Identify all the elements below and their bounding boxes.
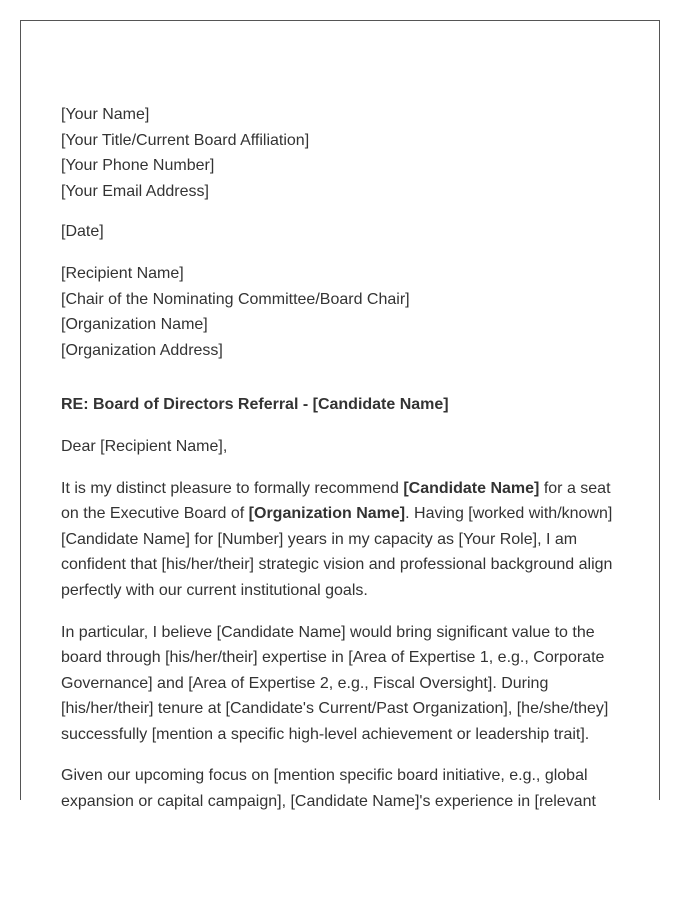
sender-email: [Your Email Address] (61, 182, 209, 200)
paragraph-3: Given our upcoming focus on [mention specific board initiative, e.g., global expansion or capital campaign], [Candidate Name]'s experience in [relevant (61, 767, 596, 811)
letter-date: [Date] (61, 223, 104, 241)
paragraph-1-text-a: It is my distinct pleasure to formally recommend (61, 479, 404, 497)
sender-title: [Your Title/Current Board Affiliation] (61, 131, 310, 149)
letter-content (61, 102, 621, 815)
sender-name: [Your Name] (61, 106, 150, 123)
paragraph-1 (61, 476, 621, 604)
recipient-name: [Recipient Name] (61, 264, 184, 282)
subject-line: RE: Board of Directors Referral - [Candidate Name] (61, 396, 449, 414)
recipient-address: [Organization Address] (61, 341, 223, 359)
recipient-role: [Chair of the Nominating Committee/Board Chair] (61, 290, 410, 308)
paragraph-2: In particular, I believe [Candidate Name] would bring significant value to the board through [his/her/their] expertise in [Area of Expertise 1, e.g., Corporate Governance] and [Area of Expertise 2, e.g., Fiscal Oversight]. During [his/her/their] tenure at [Candidate's Current/Past Organization], [he/she/they] successfully [mention a specific high-level achievement or leadership trait]. (61, 623, 609, 743)
candidate-name-bold: [Candidate Name] (403, 479, 540, 497)
salutation: Dear [Recipient Name], (61, 437, 228, 455)
sender-block (61, 102, 621, 204)
recipient-organization: [Organization Name] (61, 316, 208, 334)
date-block (61, 219, 621, 245)
sender-phone: [Your Phone Number] (61, 157, 215, 175)
letter-page (20, 20, 660, 811)
paragraph-1-text-b: for a seat on the Executive Board of (61, 479, 611, 523)
recipient-block (61, 261, 621, 363)
organization-name-bold: [Organization Name] (248, 505, 406, 523)
paragraph-1-text-c: . Having [worked with/known] [Candidate Name] for [Number] years in my capacity as [Your Role], I am confident that [his/her/their] strategic vision and professional background align perfectly with our current institutional goals. (61, 505, 613, 599)
